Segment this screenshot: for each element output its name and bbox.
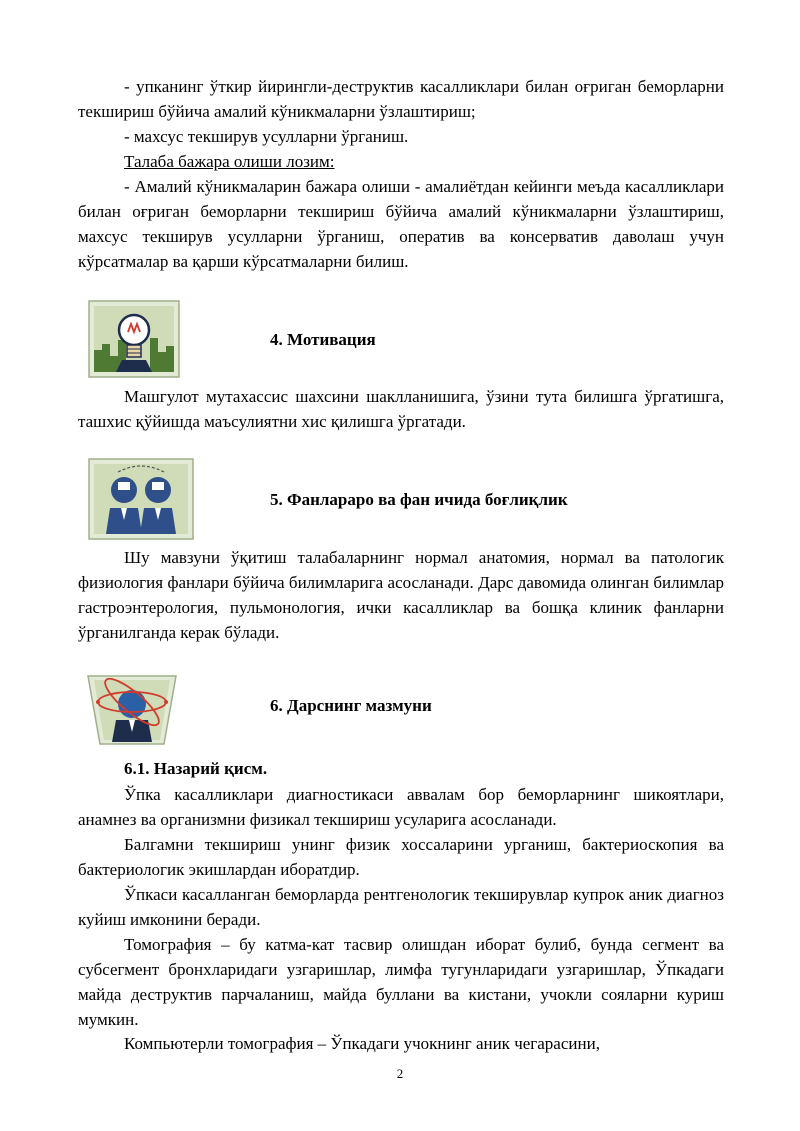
atom-head-icon	[84, 672, 180, 753]
theory-paragraph-5: Компьютерли томография – Ўпкадаги учокнинг аник чегарасини,	[124, 1034, 600, 1053]
motivation-paragraph: Машгулот мутахассис шахсини шаклланишига, ўзини тута билишга ўргатишга, ташхис қўйишда маъсулиятни хис қилишга ўргатади.	[78, 387, 724, 431]
theory-subheading: 6.1. Назарий қисм.	[124, 759, 268, 778]
theory-paragraph-1: Ўпка касалликлари диагностикаси аввалам бор беморларнинг шикоятлари, анамнез ва организмни физикал текшириш усуларига асосланади.	[78, 785, 724, 829]
interdisciplinary-heading: 5. Фанлараро ва фан ичида боғлиқлик	[270, 490, 568, 509]
objective-paragraph-2: - махсус текширув усулларни ўрганиш.	[124, 127, 409, 146]
theory-paragraph-3: Ўпкаси касалланган беморларда рентгенологик текширувлар купрок аник диагноз куйиш имконини беради.	[78, 885, 724, 929]
theory-paragraph-2: Балгамни текшириш унинг физик хоссаларини урганиш, бактериоскопия ва бактериологик экишлардан иборатдир.	[78, 835, 724, 879]
student-must-heading	[78, 149, 724, 174]
theory-paragraph-4: Томография – бу катма-кат тасвир олишдан иборат булиб, бунда сегмент ва субсегмент бронхларидаги узгаришлар, лимфа тугунларидаги узгаришлар, Ўпкадаги майда деструктив парчаланиш, майда буллани ва кистани, учокли сояларни куриш мумкин.	[78, 935, 724, 1029]
skills-paragraph: - Амалий кўникмаларин бажара олиши - амалиётдан кейинги меъда касалликлари билан оғриган беморларни текшириш бўйича амалий кўникмаларни ўзлаштириш, махсус текширув усулларни ўрганиш, оператив ва консерватив даволаш учун кўрсатмалар ва қарши кўрсатмаларни билиш.	[78, 177, 724, 271]
interdisciplinary-paragraph: Шу мавзуни ўқитиш талабаларнинг нормал анатомия, нормал ва патологик физиология фанлари бўйича билимларига асосланади. Дарс давомида олинган билимлар гастроэнтерология, пульмонология, ички касалликлар ва бошқа клиник фанларни ўрганилганда керак бўлади.	[78, 548, 724, 642]
lesson-content-heading: 6. Дарснинг мазмуни	[270, 696, 432, 715]
page-number: 2	[396, 1066, 404, 1081]
objective-paragraph-1: - упканинг ўткир йирингли-деструктив касалликлари билан оғриган беморларни текшириш бўйича амалий кўникмаларни ўзлаштириш;	[78, 77, 724, 121]
student-must-label: Талаба бажара олиши лозим:	[124, 152, 335, 171]
motivation-heading: 4. Мотивация	[270, 330, 376, 349]
interconnected-heads-icon	[88, 458, 194, 545]
lightbulb-icon	[88, 300, 180, 383]
